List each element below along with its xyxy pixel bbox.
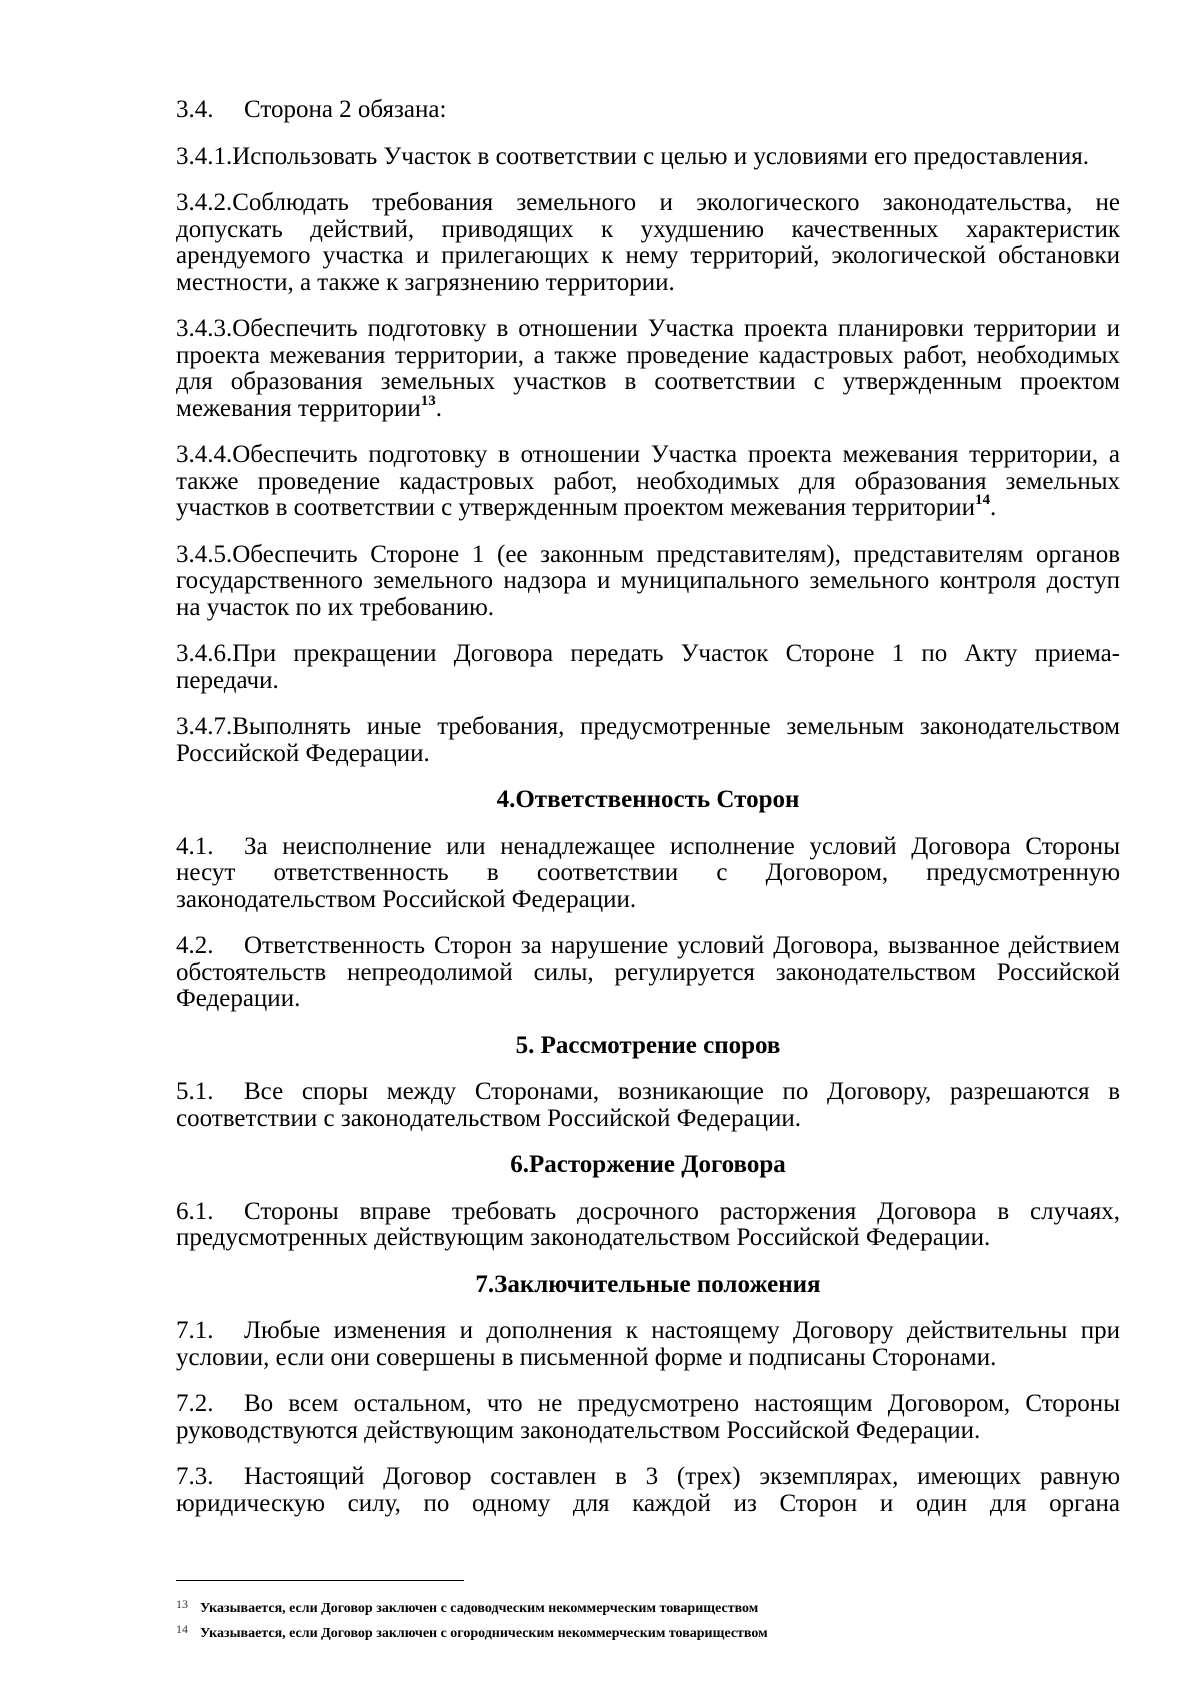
clause-number: 3.4. bbox=[176, 96, 214, 123]
clause-paragraph bbox=[176, 641, 1120, 694]
clause-paragraph bbox=[176, 442, 1120, 522]
clause-text: Выполнять иные требования, предусмотренные земельным законодательством Российской Федерации. bbox=[176, 713, 1120, 767]
clause-text: Все споры между Сторонами, возникающие по Договору, разрешаются в соответствии с законодательством Российской Федерации. bbox=[176, 1078, 1120, 1132]
footnote-text: Указывается, если Договор заключен с садоводческим некоммерческим товариществом bbox=[200, 1601, 759, 1616]
footnote-text: Указывается, если Договор заключен с огородническим некоммерческим товариществом bbox=[200, 1626, 768, 1641]
clause-paragraph bbox=[176, 190, 1120, 296]
clause-text: Использовать Участок в соответствии с целью и условиями его предоставления. bbox=[232, 142, 1089, 170]
clause-paragraph bbox=[176, 542, 1120, 622]
footnotes bbox=[176, 1594, 1120, 1644]
clause-punctuation: . bbox=[435, 394, 443, 422]
clause-paragraph bbox=[176, 97, 1120, 124]
clause-text: За неисполнение или ненадлежащее исполнение условий Договора Стороны несут ответственность в соответствии с Договором, предусмотренную законодательством Российской Федерации. bbox=[176, 832, 1120, 913]
clause-text: Обеспечить Стороне 1 (ее законным представителям), представителям органов государственного земельного надзора и муниципального земельного контроля доступ на участок по их требованию. bbox=[176, 540, 1120, 621]
clause-number: 3.4.6. bbox=[176, 640, 233, 667]
clause-paragraph bbox=[176, 933, 1120, 1013]
clause-number: 3.4.4. bbox=[176, 441, 233, 468]
footnote-reference[interactable]: 14 bbox=[975, 492, 990, 508]
clause-text: Настоящий Договор составлен в 3 (трех) экземплярах, имеющих равную юридическую силу, по одному для каждой из Сторон и один для органа bbox=[176, 1463, 1120, 1517]
clause-paragraph bbox=[176, 834, 1120, 914]
clause-paragraph bbox=[176, 714, 1120, 767]
clause-text: Соблюдать требования земельного и экологического законодательства, не допускать действий, приводящих к ухудшению качественных характеристик арендуемого участка и прилегающих к нему территорий, экологической обстановки местности, а также к загрязнению территории. bbox=[176, 189, 1120, 296]
clause-paragraph bbox=[176, 1079, 1120, 1132]
clause-paragraph bbox=[176, 144, 1120, 171]
clause-number: 5.1. bbox=[176, 1078, 214, 1105]
clause-punctuation: . bbox=[990, 494, 997, 521]
footnote-number: 14 bbox=[176, 1622, 188, 1636]
section-heading: 7.Заключительные положения bbox=[475, 1270, 821, 1298]
clause-number: 3.4.3. bbox=[176, 315, 233, 342]
clause-number: 4.2. bbox=[176, 932, 214, 959]
clause-text: Сторона 2 обязана: bbox=[244, 96, 447, 123]
clause-paragraph bbox=[176, 1391, 1120, 1444]
clause-number: 7.1. bbox=[176, 1317, 214, 1344]
clause-number: 3.4.7. bbox=[176, 713, 233, 740]
clause-number: 7.2. bbox=[176, 1390, 214, 1417]
section-heading: 5. Рассмотрение споров bbox=[515, 1031, 781, 1059]
clause-text: Во всем остальном, что не предусмотрено настоящим Договором, Стороны руководствуются действующим законодательством Российской Федерации. bbox=[176, 1390, 1120, 1444]
section-heading: 4.Ответственность Сторон bbox=[496, 786, 800, 813]
clause-number: 4.1. bbox=[176, 832, 214, 860]
clause-text: При прекращении Договора передать Участок Стороне 1 по Акту приема-передачи. bbox=[176, 640, 1120, 694]
section-heading: 6.Расторжение Договора bbox=[510, 1151, 786, 1178]
clause-paragraph bbox=[176, 316, 1120, 422]
clause-text: Стороны вправе требовать досрочного расторжения Договора в случаях, предусмотренных действующим законодательством Российской Федерации. bbox=[176, 1197, 1120, 1251]
clause-text: Ответственность Сторон за нарушение условий Договора, вызванное действием обстоятельств непреодолимой силы, регулируется законодательством Российской Федерации. bbox=[176, 932, 1120, 1012]
clause-number: 3.4.2. bbox=[176, 189, 233, 216]
clause-text: Обеспечить подготовку в отношении Участка проекта планировки территории и проекта межевания территории, а также проведение кадастровых работ, необходимых для образования земельных участков в соответствии с утвержденным проектом межевания территории bbox=[176, 315, 1120, 422]
clause-number: 7.3. bbox=[176, 1463, 214, 1490]
clause-paragraph bbox=[176, 1464, 1120, 1517]
footnote-separator bbox=[176, 1580, 464, 1581]
footnote-reference[interactable]: 13 bbox=[420, 392, 436, 409]
clause-text: Обеспечить подготовку в отношении Участка проекта межевания территории, а также проведение кадастровых работ, необходимых для образования земельных участков в соответствии с утвержденным проектом межевания территории bbox=[176, 441, 1120, 521]
clause-number: 6.1. bbox=[176, 1197, 214, 1225]
clause-paragraph bbox=[176, 1199, 1120, 1252]
clause-number: 3.4.1. bbox=[176, 142, 233, 170]
footnote-item bbox=[176, 1594, 1120, 1619]
document-body bbox=[176, 97, 1120, 1517]
clause-text: Любые изменения и дополнения к настоящему Договору действительны при условии, если они совершены в письменной форме и подписаны Сторонами. bbox=[176, 1317, 1120, 1371]
footnote-item bbox=[176, 1619, 1120, 1644]
footnote-number: 13 bbox=[176, 1597, 188, 1611]
clause-number: 3.4.5. bbox=[176, 540, 233, 568]
clause-paragraph bbox=[176, 1318, 1120, 1371]
